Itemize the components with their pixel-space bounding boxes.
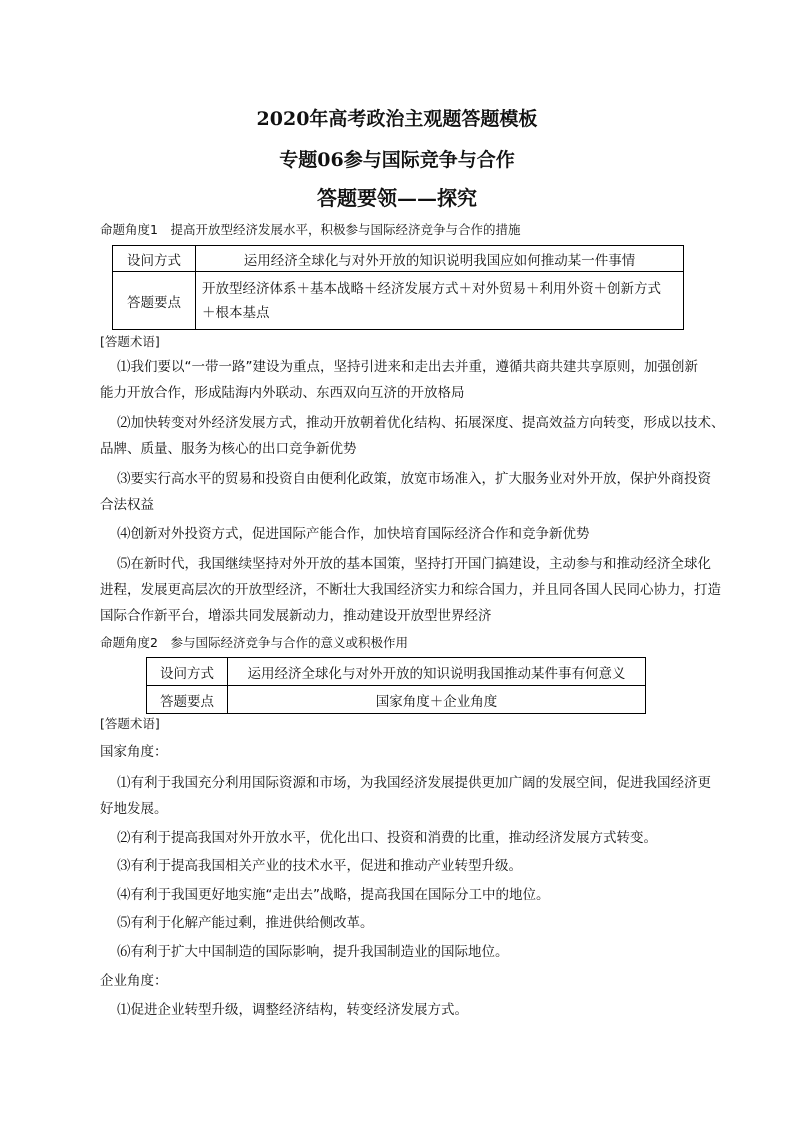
list-item: 好地发展。	[100, 801, 168, 817]
row-value-line: ＋根本基点	[202, 304, 270, 321]
row-value: 国家角度＋企业角度	[228, 686, 646, 714]
list-item: 品牌、质量、服务为核心的出口竞争新优势	[100, 441, 357, 457]
row-value: 运用经济全球化与对外开放的知识说明我国推动某件事有何意义	[228, 658, 646, 686]
row-label: 设问方式	[147, 658, 228, 686]
table-row	[113, 246, 684, 272]
document-subtitle: 专题06参与国际竞争与合作	[279, 149, 515, 171]
row-value: 运用经济全球化与对外开放的知识说明我国应如何推动某一件事情	[196, 246, 684, 272]
section-title: 答题要领——探究	[317, 186, 477, 210]
document-title: 2020年高考政治主观题答题模板	[256, 108, 538, 130]
row-label: 答题要点	[113, 272, 196, 330]
country-label: 国家角度：	[100, 744, 168, 760]
table-row	[147, 686, 646, 714]
list-item: 国际合作新平台，增添共同发展新动力，推动建设开放型世界经济	[100, 608, 492, 624]
list-item: ⑸有利于化解产能过剩，推进供给侧改革。	[117, 915, 374, 931]
list-item: ⑶要实行高水平的贸易和投资自由便利化政策，放宽市场准入，扩大服务业对外开放，保护外商投资	[117, 471, 711, 487]
angle1-table	[112, 245, 684, 330]
list-item: 进程，发展更高层次的开放型经济，不断壮大我国经济实力和综合国力，并且同各国人民同心协力，打造	[100, 582, 721, 598]
enterprise-label: 企业角度：	[100, 973, 168, 989]
list-item: ⑶有利于提高我国相关产业的技术水平，促进和推动产业转型升级。	[117, 858, 522, 874]
row-label: 答题要点	[147, 686, 228, 714]
list-item: ⑵加快转变对外经济发展方式，推动开放朝着优化结构、拓展深度、提高效益方向转变，形成以技术、	[117, 415, 725, 431]
row-label: 设问方式	[113, 246, 196, 272]
angle1-heading: 命题角度1 提高开放型经济发展水平，积极参与国际经济竞争与合作的措施	[100, 222, 521, 237]
list-item: 能力开放合作，形成陆海内外联动、东西双向互济的开放格局	[100, 385, 465, 401]
angle1-terms-label: [答题术语]	[100, 334, 160, 349]
list-item: ⑷有利于我国更好地实施“走出去”战略，提高我国在国际分工中的地位。	[117, 887, 550, 903]
list-item: ⑸在新时代，我国继续坚持对外开放的基本国策，坚持打开国门搞建设，主动参与和推动经济全球化	[117, 556, 711, 572]
list-item: ⑹有利于扩大中国制造的国际影响，提升我国制造业的国际地位。	[117, 944, 509, 960]
list-item: ⑵有利于提高我国对外开放水平，优化出口、投资和消费的比重，推动经济发展方式转变。	[117, 830, 657, 846]
table-row	[147, 658, 646, 686]
list-item: ⑴有利于我国充分利用国际资源和市场，为我国经济发展提供更加广阔的发展空间，促进我国经济更	[117, 775, 711, 791]
list-item: ⑴促进企业转型升级，调整经济结构，转变经济发展方式。	[117, 1002, 468, 1018]
list-item: ⑷创新对外投资方式，促进国际产能合作，加快培育国际经济合作和竞争新优势	[117, 526, 590, 542]
row-value	[196, 272, 684, 330]
row-value-line: 开放型经济体系＋基本战略＋经济发展方式＋对外贸易＋利用外资＋创新方式	[202, 280, 661, 297]
angle2-heading: 命题角度2 参与国际经济竞争与合作的意义或积极作用	[100, 635, 408, 650]
list-item: ⑴我们要以“一带一路”建设为重点，坚持引进来和走出去并重，遵循共商共建共享原则，加强创新	[117, 359, 698, 375]
list-item: 合法权益	[100, 497, 154, 513]
table-row	[113, 272, 684, 330]
angle2-table	[146, 657, 646, 714]
angle2-terms-label: [答题术语]	[100, 716, 160, 731]
